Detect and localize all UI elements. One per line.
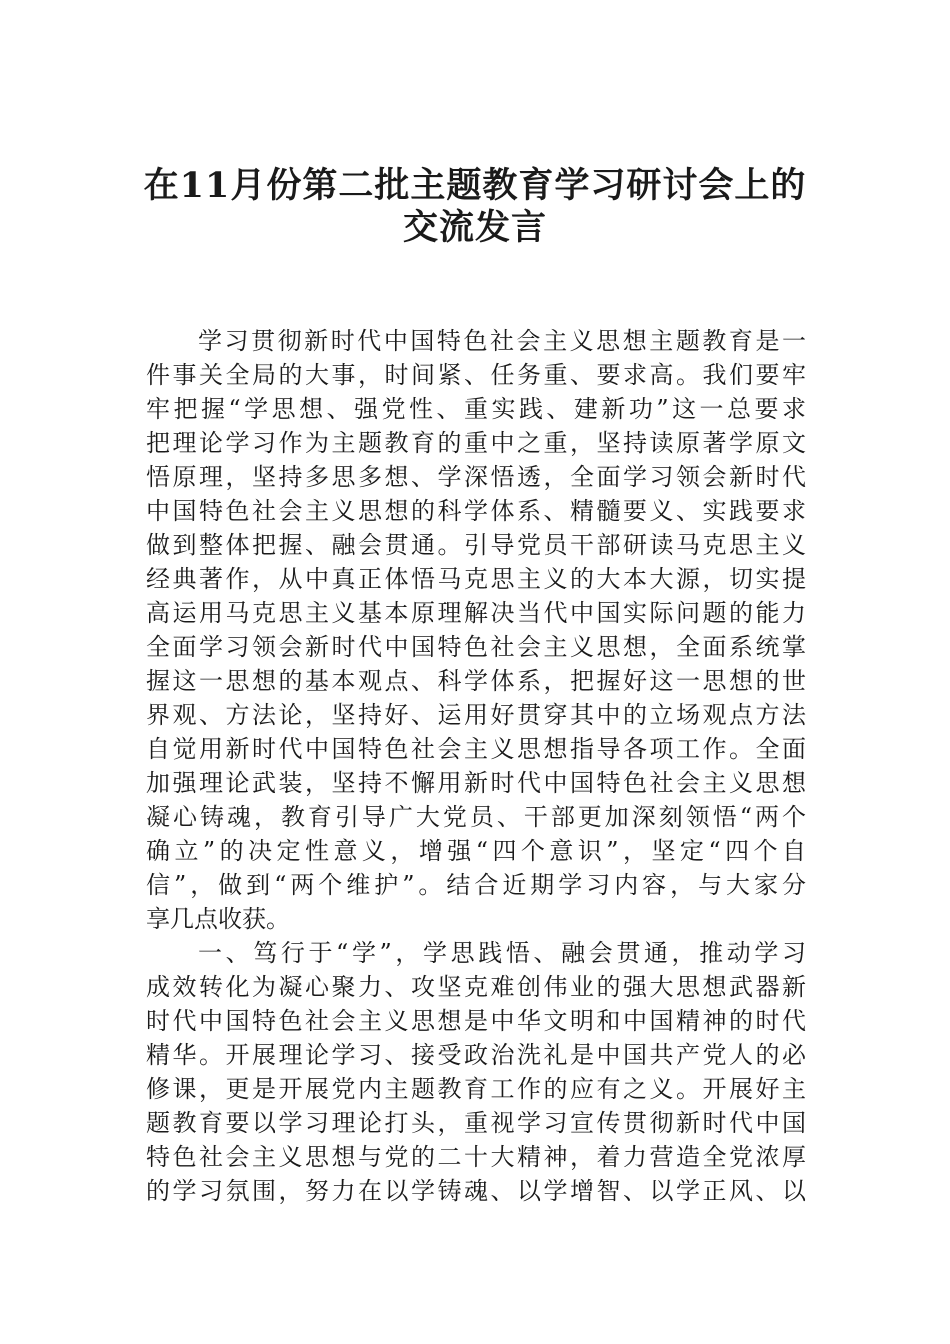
body-line: 加强理论武装，坚持不懈用新时代中国特色社会主义思想 <box>146 769 806 797</box>
body-line: 信”，做到“两个维护”。结合近期学习内容，与大家分 <box>146 871 806 899</box>
body-line: 成效转化为凝心聚力、攻坚克难创伟业的强大思想武器新 <box>146 973 806 1001</box>
body-line: 经典著作，从中真正体悟马克思主义的大本大源，切实提 <box>146 565 806 593</box>
body-line: 确立”的决定性意义，增强“四个意识”，坚定“四个自 <box>146 837 806 865</box>
body-line: 自觉用新时代中国特色社会主义思想指导各项工作。全面 <box>146 735 806 763</box>
body-line: 精华。开展理论学习、接受政治洗礼是中国共产党人的必 <box>146 1041 806 1069</box>
body-line: 的学习氛围，努力在以学铸魂、以学增智、以学正风、以 <box>146 1177 806 1205</box>
body-line: 特色社会主义思想与党的二十大精神，着力营造全党浓厚 <box>146 1143 806 1171</box>
body-line: 悟原理，坚持多思多想、学深悟透，全面学习领会新时代 <box>146 463 806 491</box>
body-line: 高运用马克思主义基本原理解决当代中国实际问题的能力 <box>146 599 806 627</box>
body-line: 凝心铸魂，教育引导广大党员、干部更加深刻领悟“两个 <box>146 803 806 831</box>
body-line: 全面学习领会新时代中国特色社会主义思想，全面系统掌 <box>146 633 806 661</box>
document-body <box>146 324 806 1208</box>
body-line: 中国特色社会主义思想的科学体系、精髓要义、实践要求 <box>146 497 806 525</box>
section-heading-line: 一、笃行于“学”，学思践悟、融会贯通，推动学习 <box>198 939 806 967</box>
body-line: 修课，更是开展党内主题教育工作的应有之义。开展好主 <box>146 1075 806 1103</box>
body-line: 界观、方法论，坚持好、运用好贯穿其中的立场观点方法 <box>146 701 806 729</box>
body-line: 学习贯彻新时代中国特色社会主义思想主题教育是一 <box>198 327 806 355</box>
body-line: 时代中国特色社会主义思想是中华文明和中国精神的时代 <box>146 1007 806 1035</box>
body-line: 握这一思想的基本观点、科学体系，把握好这一思想的世 <box>146 667 806 695</box>
body-line: 做到整体把握、融会贯通。引导党员干部研读马克思主义 <box>146 531 806 559</box>
document-title-line-2: 交流发言 <box>402 207 547 248</box>
document-title-line-1: 在11月份第二批主题教育学习研讨会上的 <box>143 165 807 206</box>
body-line: 把理论学习作为主题教育的重中之重，坚持读原著学原文 <box>146 429 806 457</box>
body-line: 题教育要以学习理论打头，重视学习宣传贯彻新时代中国 <box>146 1109 806 1137</box>
body-line: 件事关全局的大事，时间紧、任务重、要求高。我们要牢 <box>146 361 806 389</box>
body-line: 享几点收获。 <box>146 905 290 933</box>
body-line: 牢把握“学思想、强党性、重实践、建新功”这一总要求 <box>146 395 806 423</box>
